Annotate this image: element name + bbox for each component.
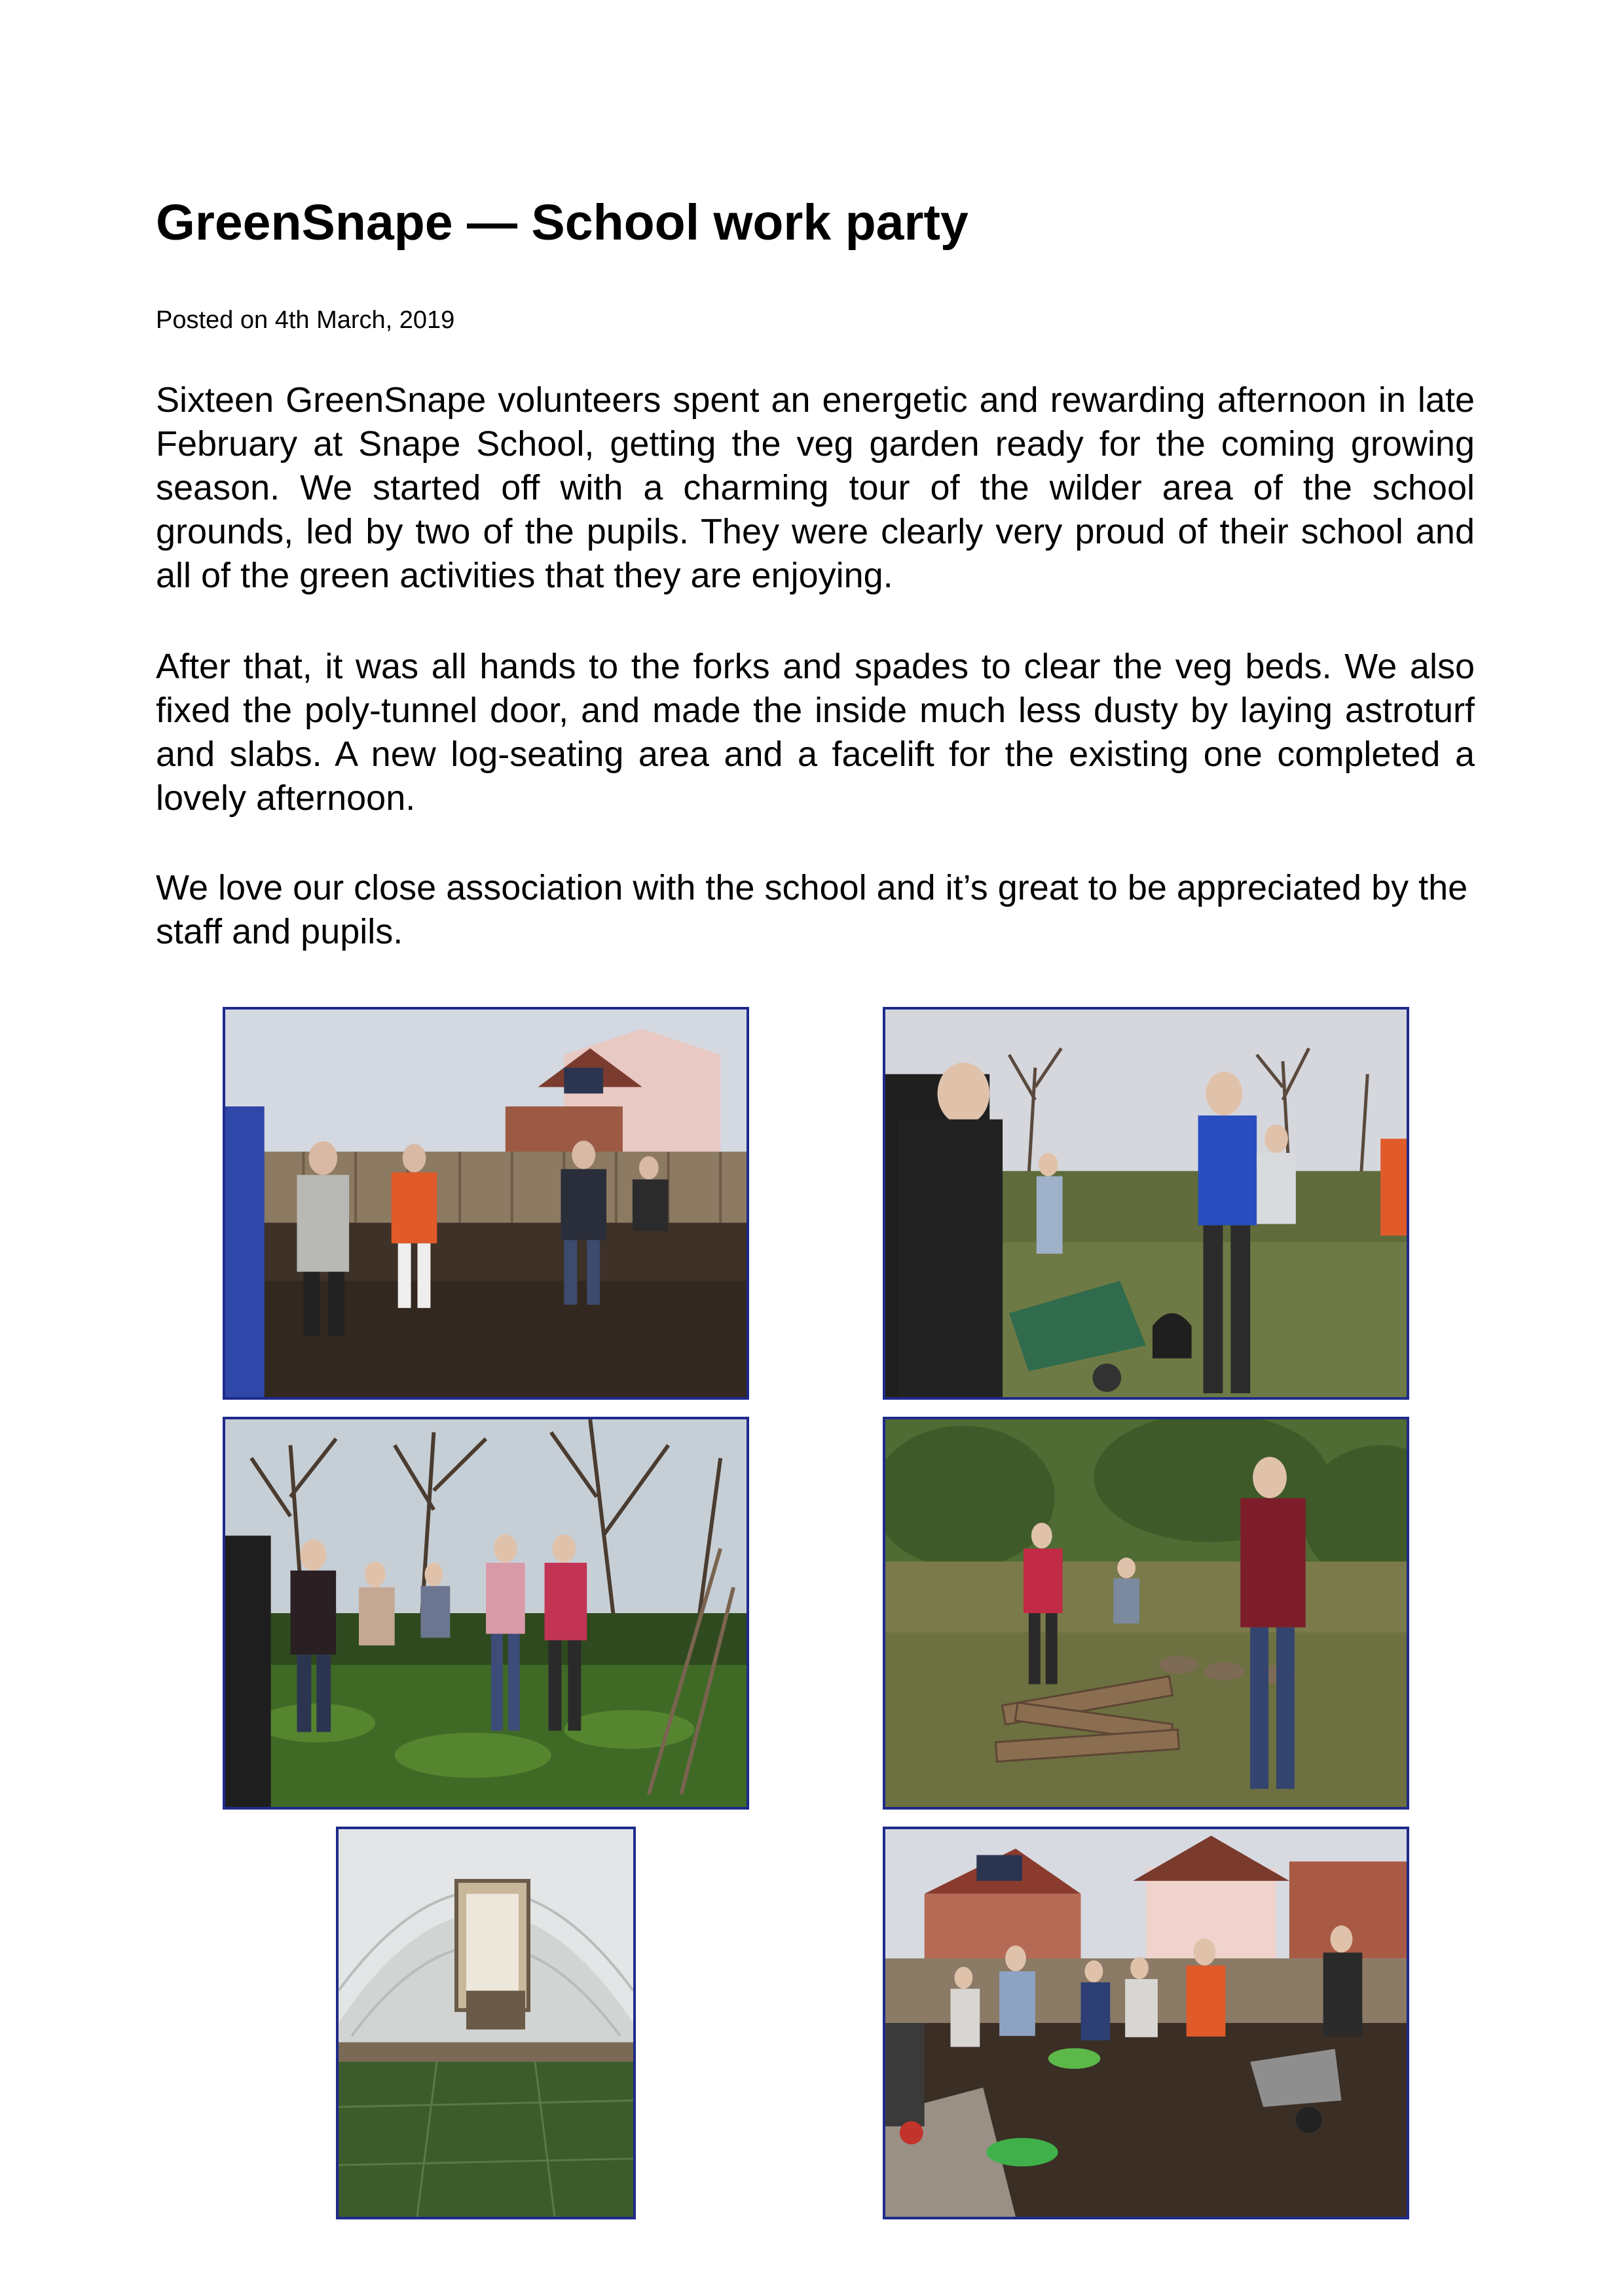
paragraph-3: We love our close association with the school and it’s great to be appreciated by the staff and pupils. [156,868,1468,951]
photo-clearing-veg-beds [883,1827,1409,2219]
paragraph-2: After that, it was all hands to the forks and spades to clear the veg beds. We also fixed the poly-tunnel door, and made the inside much less dusty by laying astroturf and slabs. A new log-seating area and a facelift for the existing one completed a lovely afternoon. [156,647,1475,818]
photo-wild-area-tour [223,1417,749,1810]
photo-poly-tunnel [336,1827,636,2219]
page-title: GreenSnape — School work party [156,194,969,251]
photo-wheelbarrow-chat [883,1007,1409,1400]
paragraph-1: Sixteen GreenSnape volunteers spent an energetic and rewarding afternoon in late February at Snape School, getting the veg garden ready for the coming growing season. We started off with a charming tour of the wilder area of the school grounds, led by two of the pupils. They were clearly very proud of their school and all of the green activities that they are enjoying. [156,380,1475,595]
photo-log-seating-area [883,1417,1409,1810]
post-date: Posted on 4th March, 2019 [156,306,455,334]
photo-veg-garden-digging [223,1007,749,1400]
